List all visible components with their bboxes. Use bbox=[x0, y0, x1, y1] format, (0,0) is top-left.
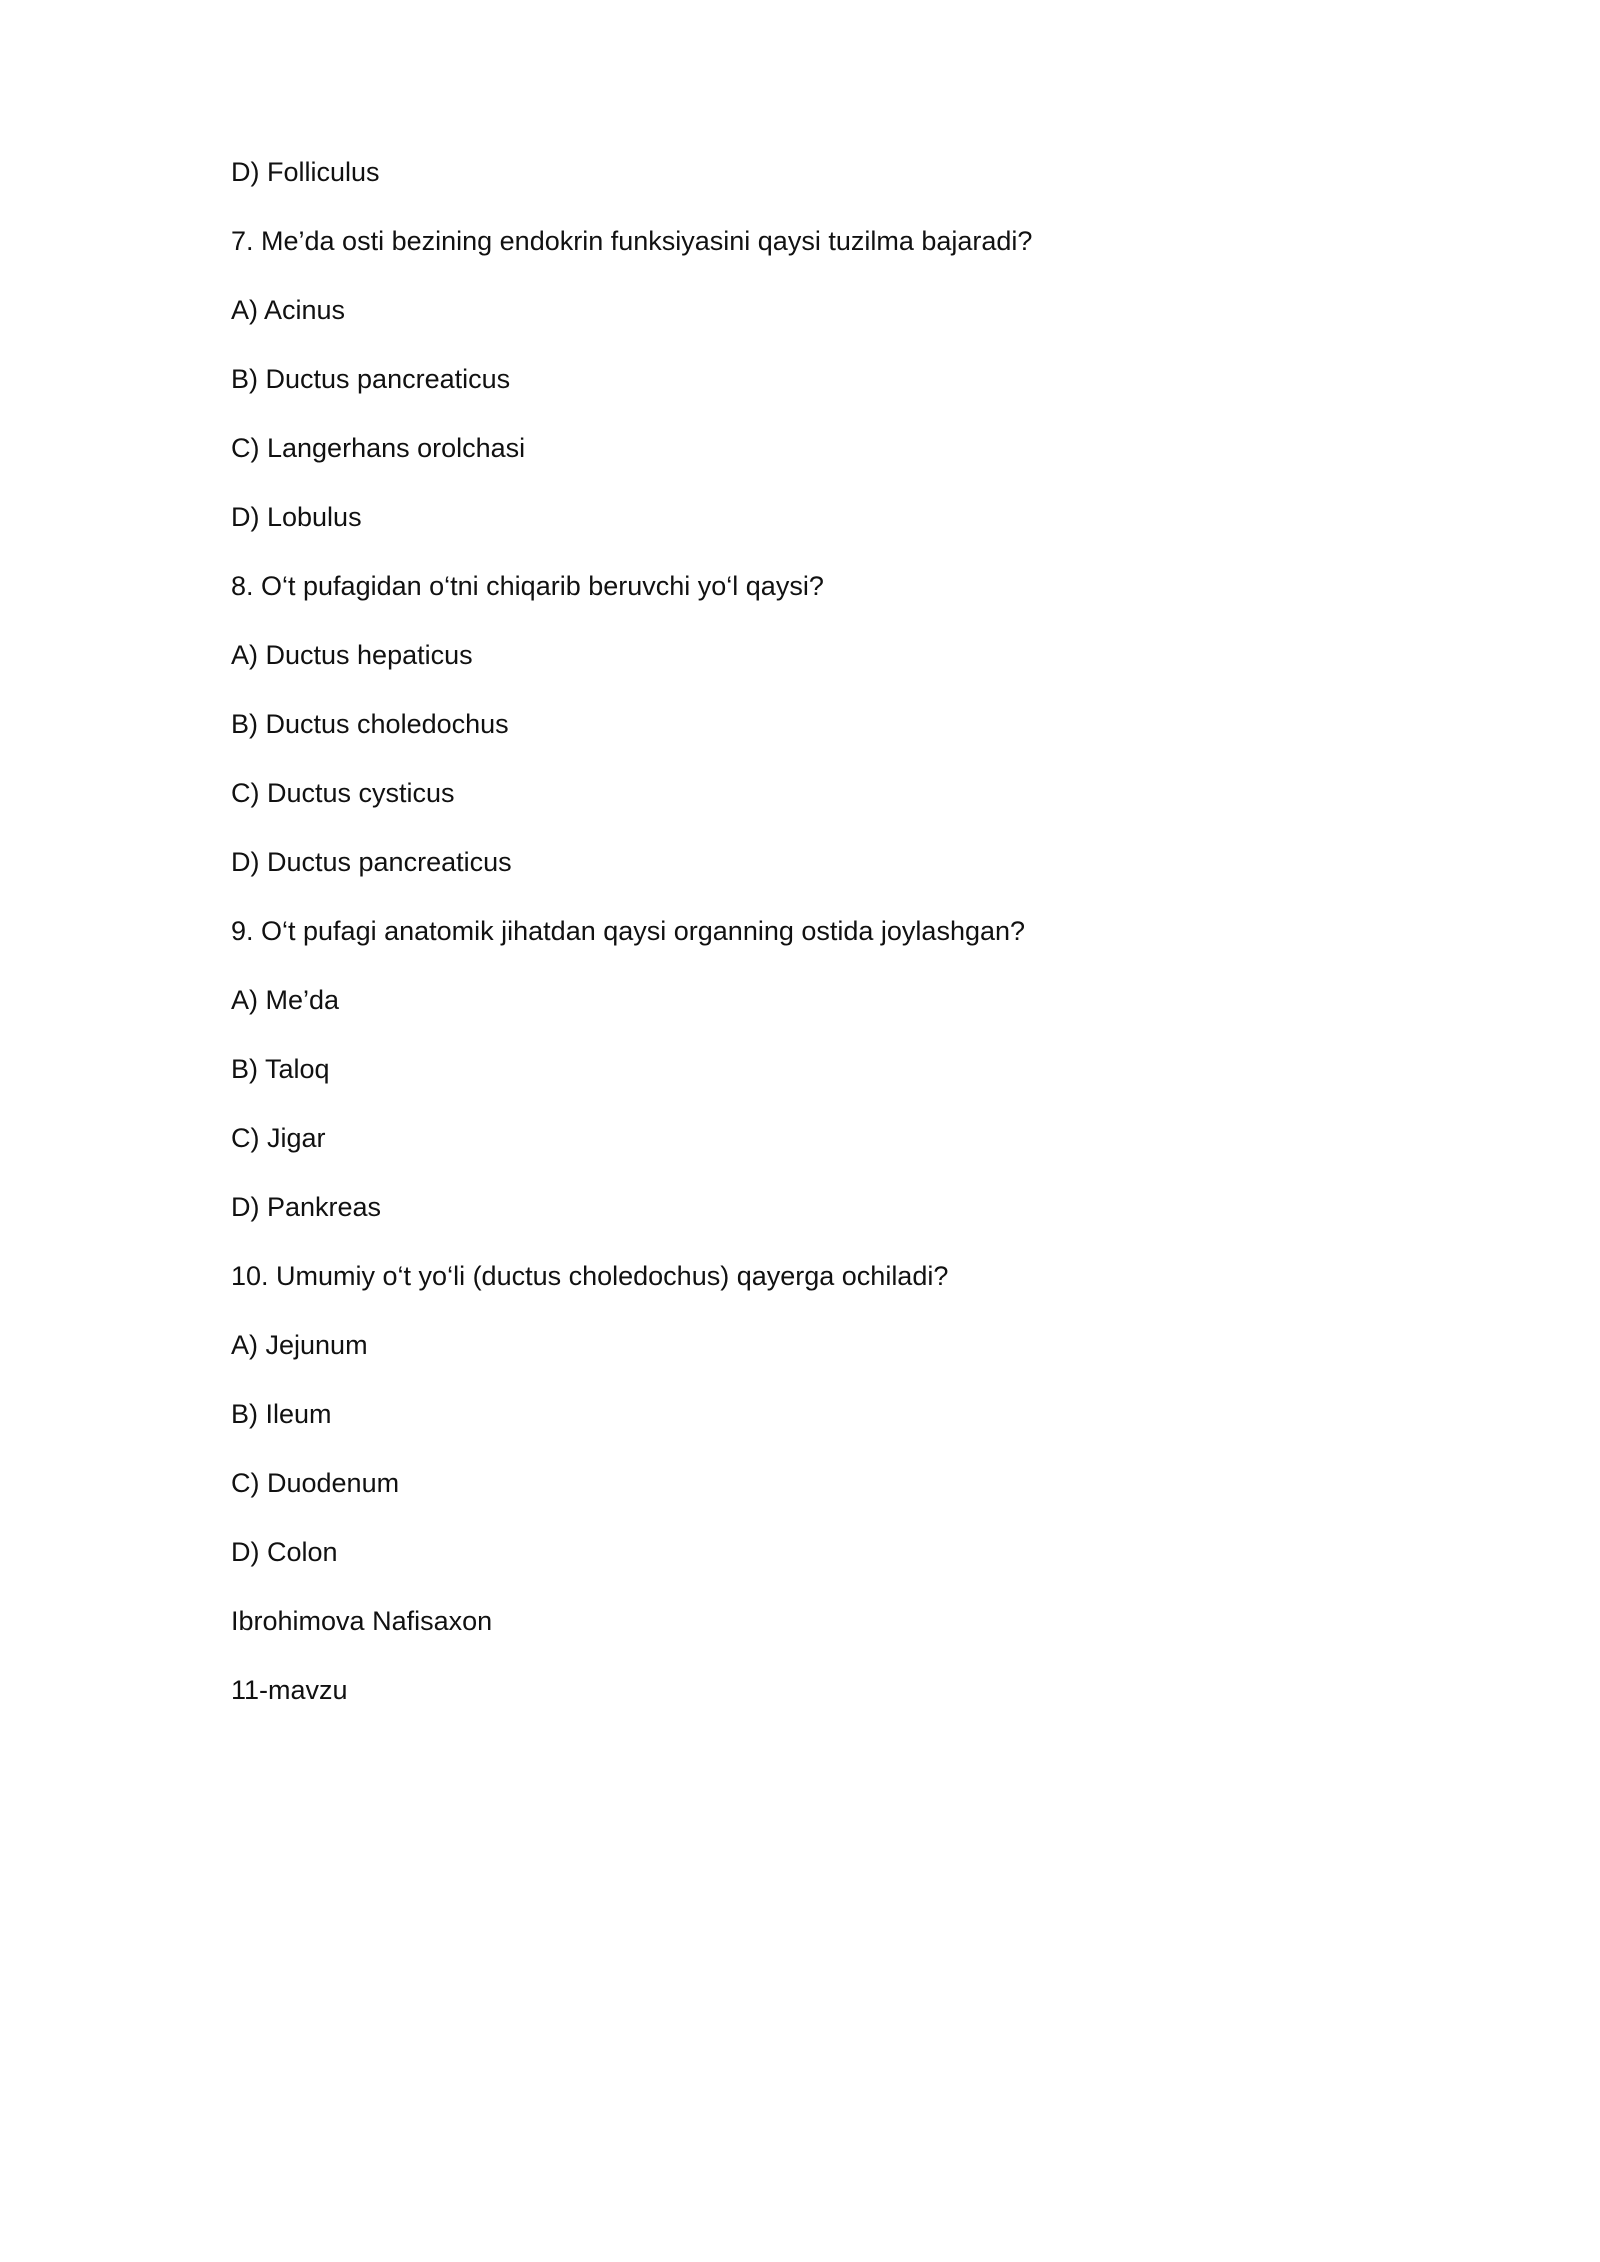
document-body bbox=[231, 150, 1371, 1737]
answer-option: A) Jejunum bbox=[231, 1330, 368, 1360]
answer-option: A) Acinus bbox=[231, 295, 346, 325]
answer-option: D) Colon bbox=[231, 1537, 338, 1567]
answer-option: B) Taloq bbox=[231, 1054, 330, 1084]
answer-option: A) Ductus hepaticus bbox=[231, 640, 473, 670]
answer-option: C) Duodenum bbox=[231, 1468, 400, 1498]
answer-option: D) Folliculus bbox=[231, 157, 380, 187]
question-7: 7. Me’da osti bezining endokrin funksiyasini qaysi tuzilma bajaradi? bbox=[231, 226, 1033, 256]
answer-option: B) Ductus choledochus bbox=[231, 709, 509, 739]
answer-option: A) Me’da bbox=[231, 985, 340, 1015]
answer-option: B) Ileum bbox=[231, 1399, 332, 1429]
question-8: 8. O‘t pufagidan o‘tni chiqarib beruvchi yo‘l qaysi? bbox=[231, 571, 824, 601]
topic-label: 11-mavzu bbox=[231, 1675, 348, 1705]
question-10: 10. Umumiy o‘t yo‘li (ductus choledochus) qayerga ochiladi? bbox=[231, 1261, 949, 1291]
answer-option: D) Lobulus bbox=[231, 502, 362, 532]
answer-option: D) Pankreas bbox=[231, 1192, 382, 1222]
question-9: 9. O‘t pufagi anatomik jihatdan qaysi organning ostida joylashgan? bbox=[231, 916, 1026, 946]
answer-option: C) Langerhans orolchasi bbox=[231, 433, 526, 463]
answer-option: B) Ductus pancreaticus bbox=[231, 364, 511, 394]
answer-option: D) Ductus pancreaticus bbox=[231, 847, 512, 877]
author-name: Ibrohimova Nafisaxon bbox=[231, 1606, 493, 1636]
answer-option: C) Ductus cysticus bbox=[231, 778, 455, 808]
answer-option: C) Jigar bbox=[231, 1123, 326, 1153]
